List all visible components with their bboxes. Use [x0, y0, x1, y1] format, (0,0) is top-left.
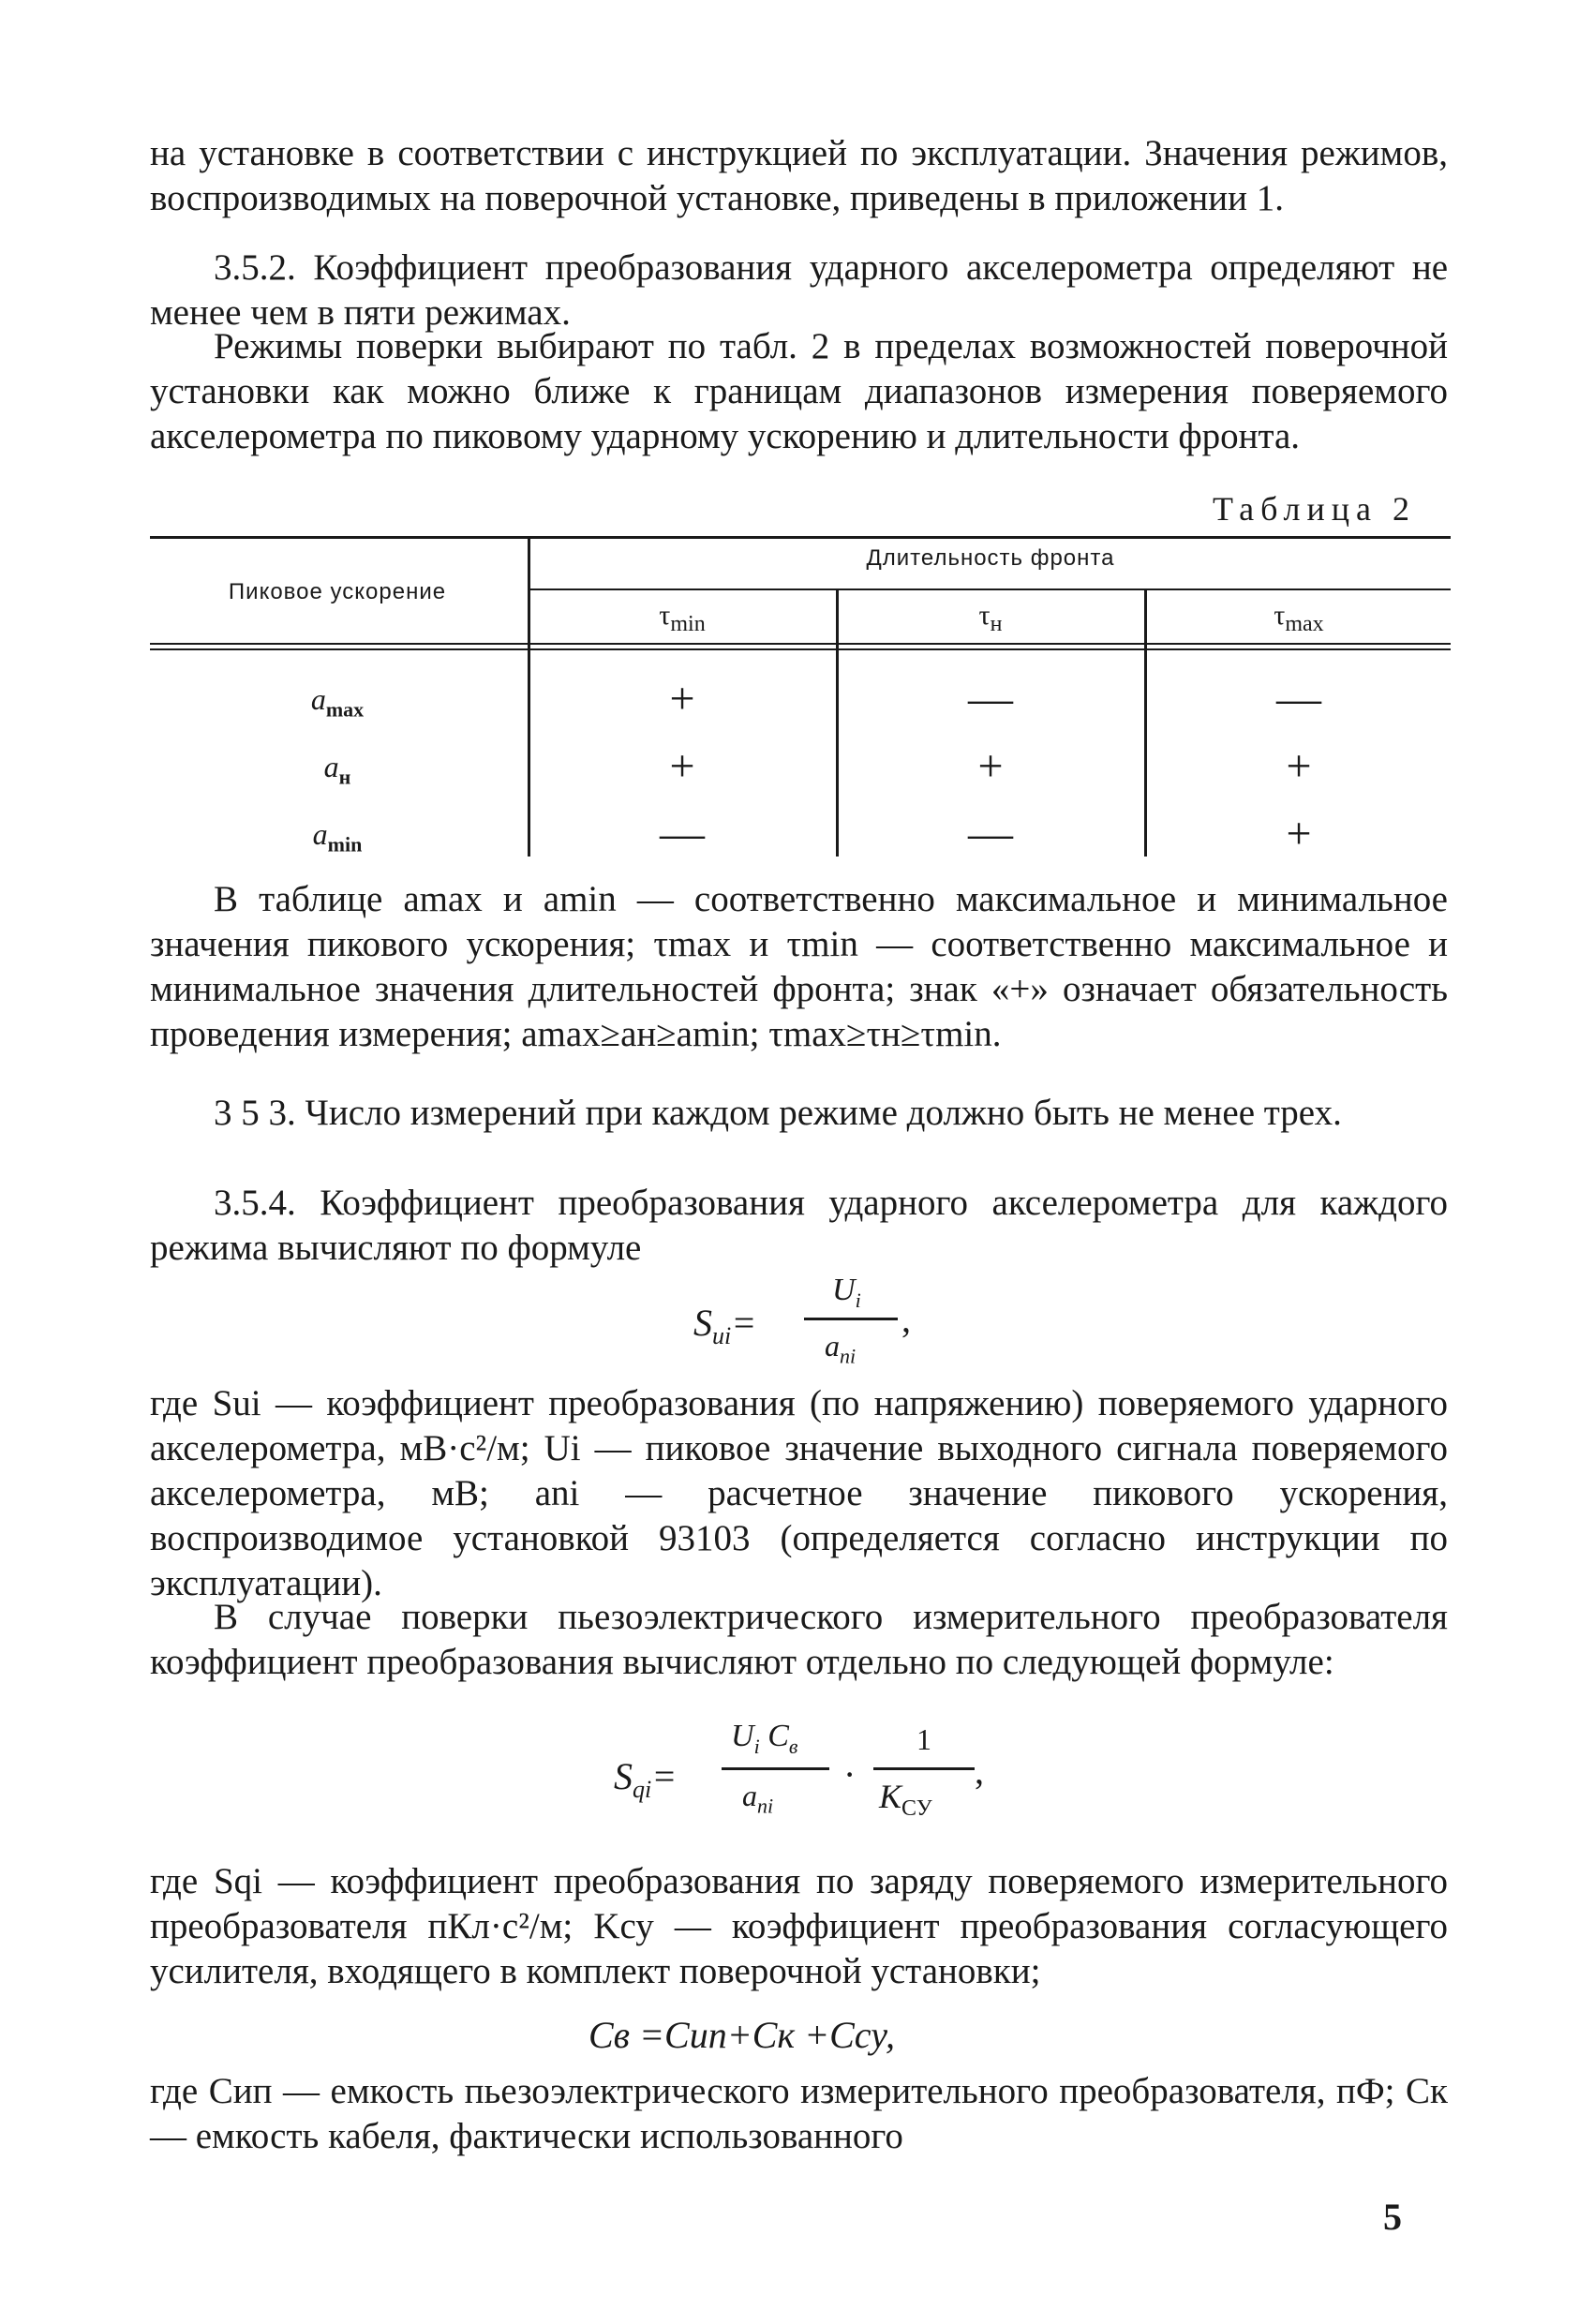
paragraph-piezo-case: В случае поверки пьезоэлектрического измерительного преобразователя коэффициент преобразования вычисляют отдельно по следующей формуле: [150, 1597, 1448, 1682]
table-group-rule [529, 588, 1451, 590]
table-cell: — [1276, 674, 1321, 723]
col-tau-n: $\tau_н$ [978, 600, 1003, 636]
col-tau-max: $\tau_{max}$ [1274, 600, 1324, 636]
header-peak-acceleration: Пиковое ускорение [228, 579, 447, 604]
table-caption: Таблица 2 [1213, 490, 1416, 528]
document-page: на установке в соответствии с инструкцией по эксплуатации. Значения режимов, воспроизводимых на поверочной установке, приведены в приложении 1. 3.5.2. Коэффициент преобразования ударного акселерометра определяют не менее чем в пяти режимах. Режимы поверки выбирают по табл. 2 в пределах возможностей поверочной установки как можно ближе к границам диапазонов измерения поверяемого акселерометра по пиковому ударному ускорению и длительности фронта. Таблица 2 Пиковое ускорение Длительность фронта $\tau_{min}$ $\tau_н$ $\tau_{max}$ $a_{max}$ $a_н$ $a_{min}$ + — — + + + — — + В таблице amax и amin — соответственно максимальное и минимальное значения пикового ускорения; τmax и τmin — соответственно максимальное и минимальное значения длительностей фронта; знак «+» означает обязательность проведения измерения; amax≥aн≥amin; τmax≥τн≥τmin. 3 5 3. Число измерений при каждом режиме должно быть не менее трех. 3.5.4. Коэффициент преобразования ударного акселерометра для каждого режима вычисляют по формуле $S_{ui}=$ $U_i$ $a_{ni}$ , где Sui — коэффициент преобразования (по напряжению) поверяемого ударного акселерометра, мВ·с²/м; Ui — пиковое значение выходного сигнала поверяемого акселерометра, мВ; ani — расчетное значение пикового ускорения, воспроизводимое установкой 93103 (определяется согласно инструкции по эксплуатации). В случае поверки пьезоэлектрического измерительного преобразователя коэффициент преобразования вычисляют отдельно по следующей формуле: $S_{qi}=$ $U_i$ $C_в$ $a_{ni}$ · 1 $K_{СУ}$ , где Sqi — коэффициент преобразования по заряду поверяемого измерительного преобразователя пКл·с²/м; Kсу — коэффициент преобразования согласующего усилителя, входящего в комплект поверочной установки; Cв =Cип+Cк +Cсу, где Cип — емкость пьезоэлектрического измерительного преобразователя, пФ; Cк — емкость кабеля, фактически использованного 5 [0, 0, 1594, 2324]
fraction-bar [804, 1318, 898, 1320]
paragraph-modes: Режимы поверки выбирают по табл. 2 в пределах возможностей поверочной установки как можно ближе к границам диапазонов измерения поверяемого акселерометра по пиковому ударному ускорению и длительности фронта. [150, 326, 1448, 456]
table-cell: + [669, 741, 695, 791]
table-cell: — [968, 809, 1013, 858]
paragraph-3-5-3: 3 5 3. Число измерений при каждом режиме должно быть не менее трех. [214, 1093, 1342, 1133]
table-cell: + [977, 741, 1004, 791]
table-cell: + [669, 674, 695, 723]
table-vrule-2 [836, 590, 839, 857]
table-top-rule [150, 536, 1451, 539]
table-cell: — [968, 674, 1013, 723]
paragraph-sui-definitions: где Sui — коэффициент преобразования (по напряжению) поверяемого ударного акселерометра, мВ·с²/м; Ui — пиковое значение выходного сигнала поверяемого акселерометра, мВ; ani — расчетное значение пикового ускорения, воспроизводимое установкой 93103 (определяется согласно инструкции по эксплуатации). [150, 1383, 1448, 1603]
row-a-n: $a_н$ [323, 750, 351, 789]
row-a-max: $a_{max}$ [310, 682, 365, 722]
paragraph-1: на установке в соответствии с инструкцией по эксплуатации. Значения режимов, воспроизводимых на поверочной установке, приведены в приложении 1. [150, 133, 1448, 218]
table-cell: + [1286, 809, 1312, 858]
paragraph-sqi-definitions: где Sqi — коэффициент преобразования по заряду поверяемого измерительного преобразователя пКл·с²/м; Kсу — коэффициент преобразования согласующего усилителя, входящего в комплект поверочной установки; [150, 1861, 1448, 1991]
table-vrule-3 [1144, 590, 1147, 857]
page-number: 5 [1383, 2196, 1402, 2238]
fraction-bar [873, 1767, 975, 1770]
header-front-duration: Длительность фронта [866, 545, 1115, 571]
paragraph-capacitance: где Cип — емкость пьезоэлектрического измерительного преобразователя, пФ; Cк — емкость кабеля, фактически использованного [150, 2071, 1448, 2156]
table-vrule-1 [528, 538, 530, 857]
table-header-rule-1 [150, 643, 1451, 645]
row-a-min: $a_{min}$ [312, 817, 363, 857]
formula-cv: Cв =Cип+Cк +Cсу, [588, 2014, 896, 2056]
col-tau-min: $\tau_{min}$ [659, 600, 706, 636]
paragraph-table-notes: В таблице amax и amin — соответственно максимальное и минимальное значения пикового ускорения; τmax и τmin — соответственно максимальное и минимальное значения длительностей фронта; знак «+» означает обязательность проведения измерения; amax≥aн≥amin; τmax≥τн≥τmin. [150, 879, 1448, 1054]
table-cell: + [1286, 741, 1312, 791]
fraction-bar [722, 1767, 829, 1770]
paragraph-3-5-2: 3.5.2. Коэффициент преобразования ударного акселерометра определяют не менее чем в пяти режимах. [150, 247, 1448, 333]
table-cell: — [660, 809, 705, 858]
table-header-rule-2 [150, 648, 1451, 650]
paragraph-3-5-4: 3.5.4. Коэффициент преобразования ударного акселерометра для каждого режима вычисляют по формуле [150, 1183, 1448, 1268]
